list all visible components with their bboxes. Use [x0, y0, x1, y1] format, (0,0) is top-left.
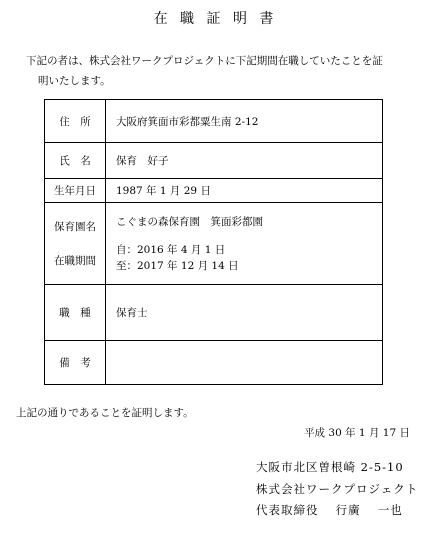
nursery-period-labels — [45, 203, 106, 285]
table-row-name — [45, 143, 383, 179]
table-row-nursery — [45, 203, 383, 285]
intro-line-2: 明いたします。 — [38, 75, 111, 87]
intro-line-1: 下記の者は、株式会社ワークプロジェクトに下記期間在職していたことを証 — [26, 55, 383, 67]
table-row-job — [45, 285, 383, 341]
period-to: 至：2017 年 12 月 14 日 — [116, 259, 239, 272]
representative-name: 代表取締役 行廣 一也 — [256, 503, 403, 517]
job-label: 職 種 — [45, 285, 106, 341]
address-label: 住 所 — [45, 100, 106, 143]
name-value: 保育 好子 — [106, 143, 383, 179]
nursery-label: 保育園名 — [54, 220, 96, 233]
period-from: 自：2016 年 4 月 1 日 — [116, 243, 226, 256]
intro-text — [26, 51, 421, 91]
name-label: 氏 名 — [45, 143, 106, 179]
period-label: 在職期間 — [54, 254, 96, 267]
job-value: 保育士 — [106, 285, 383, 341]
table-row-birthdate — [45, 179, 383, 203]
issue-date: 平成 30 年 1 月 17 日 — [304, 427, 410, 439]
nursery-value: こぐまの森保育園 箕面彩都園 — [116, 215, 263, 228]
document-title: 在 職 証 明 書 — [153, 11, 278, 27]
birthdate-label: 生年月日 — [45, 179, 106, 203]
company-address: 大阪市北区曽根崎 2-5-10 — [256, 460, 404, 474]
remarks-value — [106, 341, 383, 385]
remarks-label: 備 考 — [45, 341, 106, 385]
birthdate-value: 1987 年 1 月 29 日 — [106, 179, 383, 203]
table-row-remarks — [45, 341, 383, 385]
certificate-table — [44, 99, 383, 385]
company-name: 株式会社ワークプロジェクト — [256, 482, 419, 496]
table-row-address — [45, 100, 383, 143]
nursery-period-values — [106, 203, 383, 285]
certification-note: 上記の通りであることを証明します。 — [16, 407, 194, 419]
address-value: 大阪府箕面市彩都粟生南 2-12 — [106, 100, 383, 143]
